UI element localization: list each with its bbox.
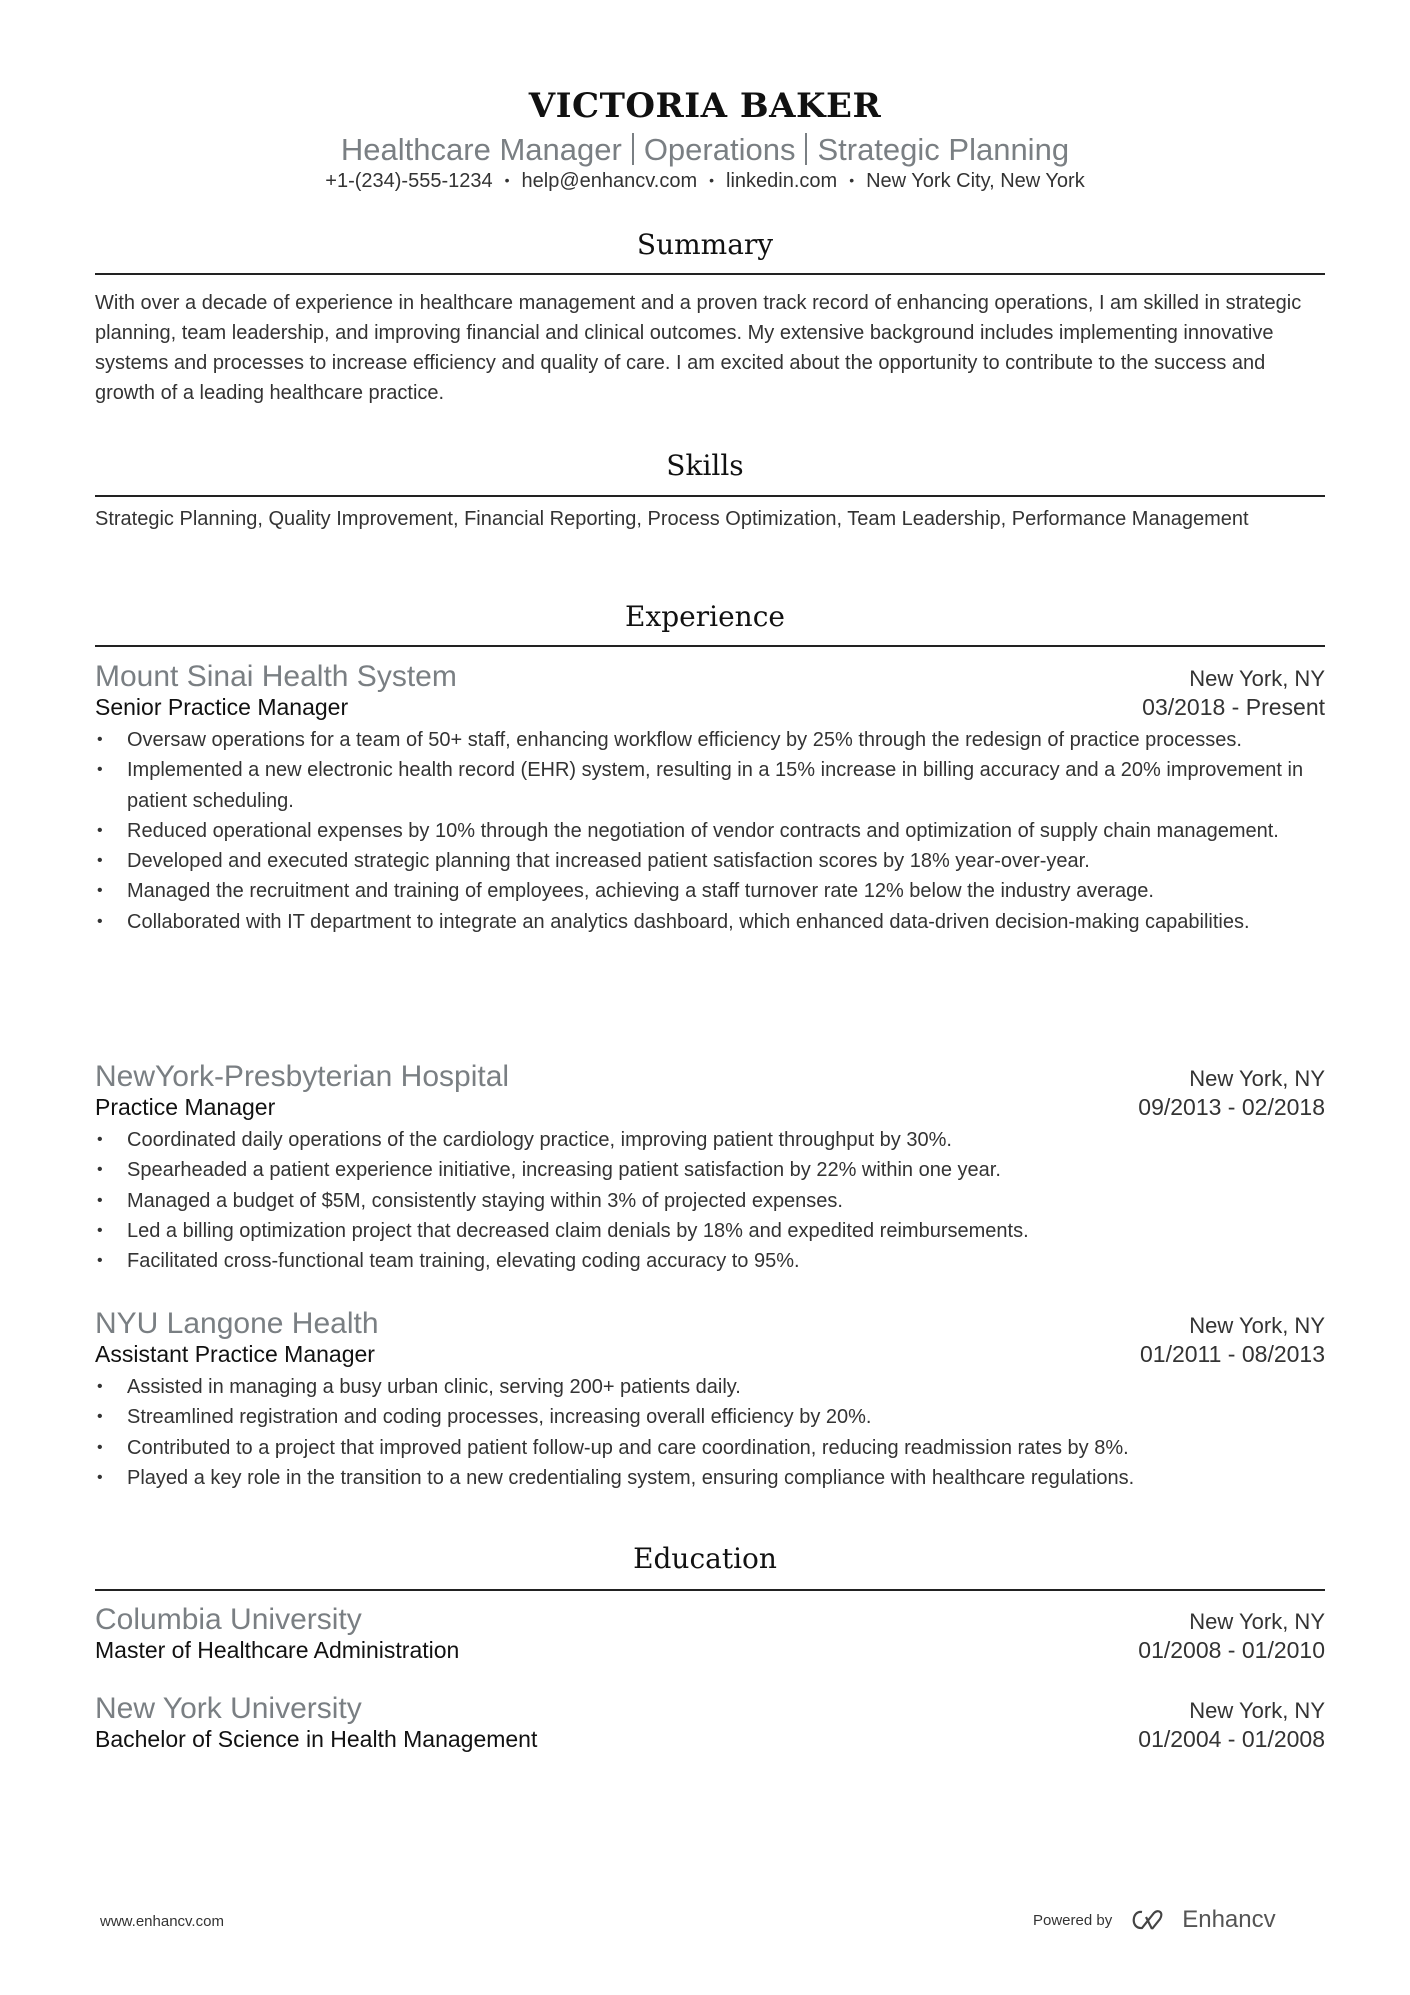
achievement-bullet: • Developed and executed strategic planning that increased patient satisfaction scores by 18% year-over-year. (95, 846, 1325, 876)
footer-branding (1033, 1906, 1276, 1934)
candidate-name: VICTORIA BAKER (528, 86, 882, 126)
enhancv-logo (1128, 1906, 1275, 1934)
section-title-education: Education (633, 1542, 777, 1575)
contact-info: +1-(234)-555-1234 • help@enhancv.com • linkedin.com • New York City, New York (325, 170, 1085, 192)
headline (0, 132, 1410, 168)
powered-by-label: Powered by (1033, 1911, 1113, 1929)
experience-entry (95, 1060, 1325, 1276)
section-title-skills: Skills (666, 449, 744, 482)
school-name: Columbia University (95, 1603, 362, 1636)
section-title-experience: Experience (625, 600, 785, 633)
job-location: New York, NY (1189, 666, 1325, 691)
email-link[interactable]: help@enhancv.com (521, 170, 698, 192)
education-dates: 01/2008 - 01/2010 (1138, 1637, 1325, 1663)
job-title: Assistant Practice Manager (95, 1341, 375, 1367)
degree: Bachelor of Science in Health Management (95, 1726, 538, 1752)
achievement-bullet: • Collaborated with IT department to integrate an analytics dashboard, which enhanced data-driven decision-making capabilities. (95, 907, 1325, 937)
headline-title: Strategic Planning (817, 132, 1070, 167)
achievement-bullet: • Played a key role in the transition to a new credentialing system, ensuring compliance with healthcare regulations. (95, 1463, 1325, 1493)
job-title: Senior Practice Manager (95, 694, 349, 720)
headline-title: Healthcare Manager (340, 132, 622, 167)
job-dates: 09/2013 - 02/2018 (1138, 1094, 1325, 1120)
school-location: New York, NY (1189, 1698, 1325, 1723)
achievement-bullet: • Managed a budget of $5M, consistently staying within 3% of projected expenses. (95, 1186, 1325, 1216)
achievement-list (95, 1125, 1325, 1276)
enhancv-logo-icon (1128, 1907, 1174, 1933)
achievement-bullet: • Spearheaded a patient experience initiative, increasing patient satisfaction by 22% within one year. (95, 1155, 1325, 1185)
headline-title: Operations (643, 132, 796, 167)
divider (805, 133, 807, 165)
job-location: New York, NY (1189, 1066, 1325, 1091)
achievement-bullet: • Streamlined registration and coding processes, increasing overall efficiency by 20%. (95, 1402, 1325, 1432)
phone: +1-(234)-555-1234 (325, 170, 493, 192)
section-divider (95, 1589, 1325, 1591)
section-title-summary: Summary (636, 228, 774, 261)
achievement-bullet: • Coordinated daily operations of the cardiology practice, improving patient throughput by 30%. (95, 1125, 1325, 1155)
experience-entry (95, 1307, 1325, 1493)
company-name: NYU Langone Health (95, 1307, 379, 1340)
school-name: New York University (95, 1692, 362, 1725)
summary-text: With over a decade of experience in healthcare management and a proven track record of enhancing operations, I am skilled in strategic planning, team leadership, and improving financial and clinical outcomes. My extensive background includes implementing innovative systems and processes to increase efficiency and quality of care. I am excited about the opportunity to contribute to the success and growth of a leading healthcare practice. (95, 292, 1302, 404)
company-name: NewYork-Presbyterian Hospital (95, 1060, 510, 1093)
achievement-bullet: • Implemented a new electronic health record (EHR) system, resulting in a 15% increase in billing accuracy and a 20% improvement in patient scheduling. (95, 755, 1325, 816)
job-dates: 03/2018 - Present (1142, 694, 1325, 720)
section-divider (95, 495, 1325, 497)
education-dates: 01/2004 - 01/2008 (1138, 1726, 1325, 1752)
achievement-list (95, 1372, 1325, 1493)
section-divider (95, 645, 1325, 647)
achievement-bullet: • Reduced operational expenses by 10% through the negotiation of vendor contracts and optimization of supply chain management. (95, 816, 1325, 846)
section-divider (95, 273, 1325, 275)
linkedin-link[interactable]: linkedin.com (726, 170, 838, 192)
achievement-list (95, 725, 1325, 937)
achievement-bullet: • Oversaw operations for a team of 50+ staff, enhancing workflow efficiency by 25% through the redesign of practice processes. (95, 725, 1325, 755)
job-dates: 01/2011 - 08/2013 (1139, 1341, 1325, 1367)
degree: Master of Healthcare Administration (95, 1637, 460, 1663)
footer-website[interactable]: www.enhancv.com (100, 1913, 224, 1930)
experience-entry (95, 660, 1325, 937)
achievement-bullet: • Facilitated cross-functional team training, elevating coding accuracy to 95%. (95, 1246, 1325, 1276)
job-location: New York, NY (1189, 1313, 1325, 1338)
achievement-bullet: • Contributed to a project that improved patient follow-up and care coordination, reducing readmission rates by 8%. (95, 1433, 1325, 1463)
achievement-bullet: • Managed the recruitment and training of employees, achieving a staff turnover rate 12% below the industry average. (95, 876, 1325, 906)
divider (632, 133, 634, 165)
school-location: New York, NY (1189, 1609, 1325, 1634)
skills-text: Strategic Planning, Quality Improvement, Financial Reporting, Process Optimization, Team Leadership, Performance Management (95, 508, 1249, 530)
location: New York City, New York (866, 170, 1085, 192)
education-entry (95, 1603, 1325, 1664)
job-title: Practice Manager (95, 1094, 276, 1120)
brand-name: Enhancv (1182, 1906, 1276, 1933)
achievement-bullet: • Assisted in managing a busy urban clinic, serving 200+ patients daily. (95, 1372, 1325, 1402)
company-name: Mount Sinai Health System (95, 660, 457, 693)
education-entry (95, 1692, 1325, 1753)
achievement-bullet: • Led a billing optimization project that decreased claim denials by 18% and expedited reimbursements. (95, 1216, 1325, 1246)
